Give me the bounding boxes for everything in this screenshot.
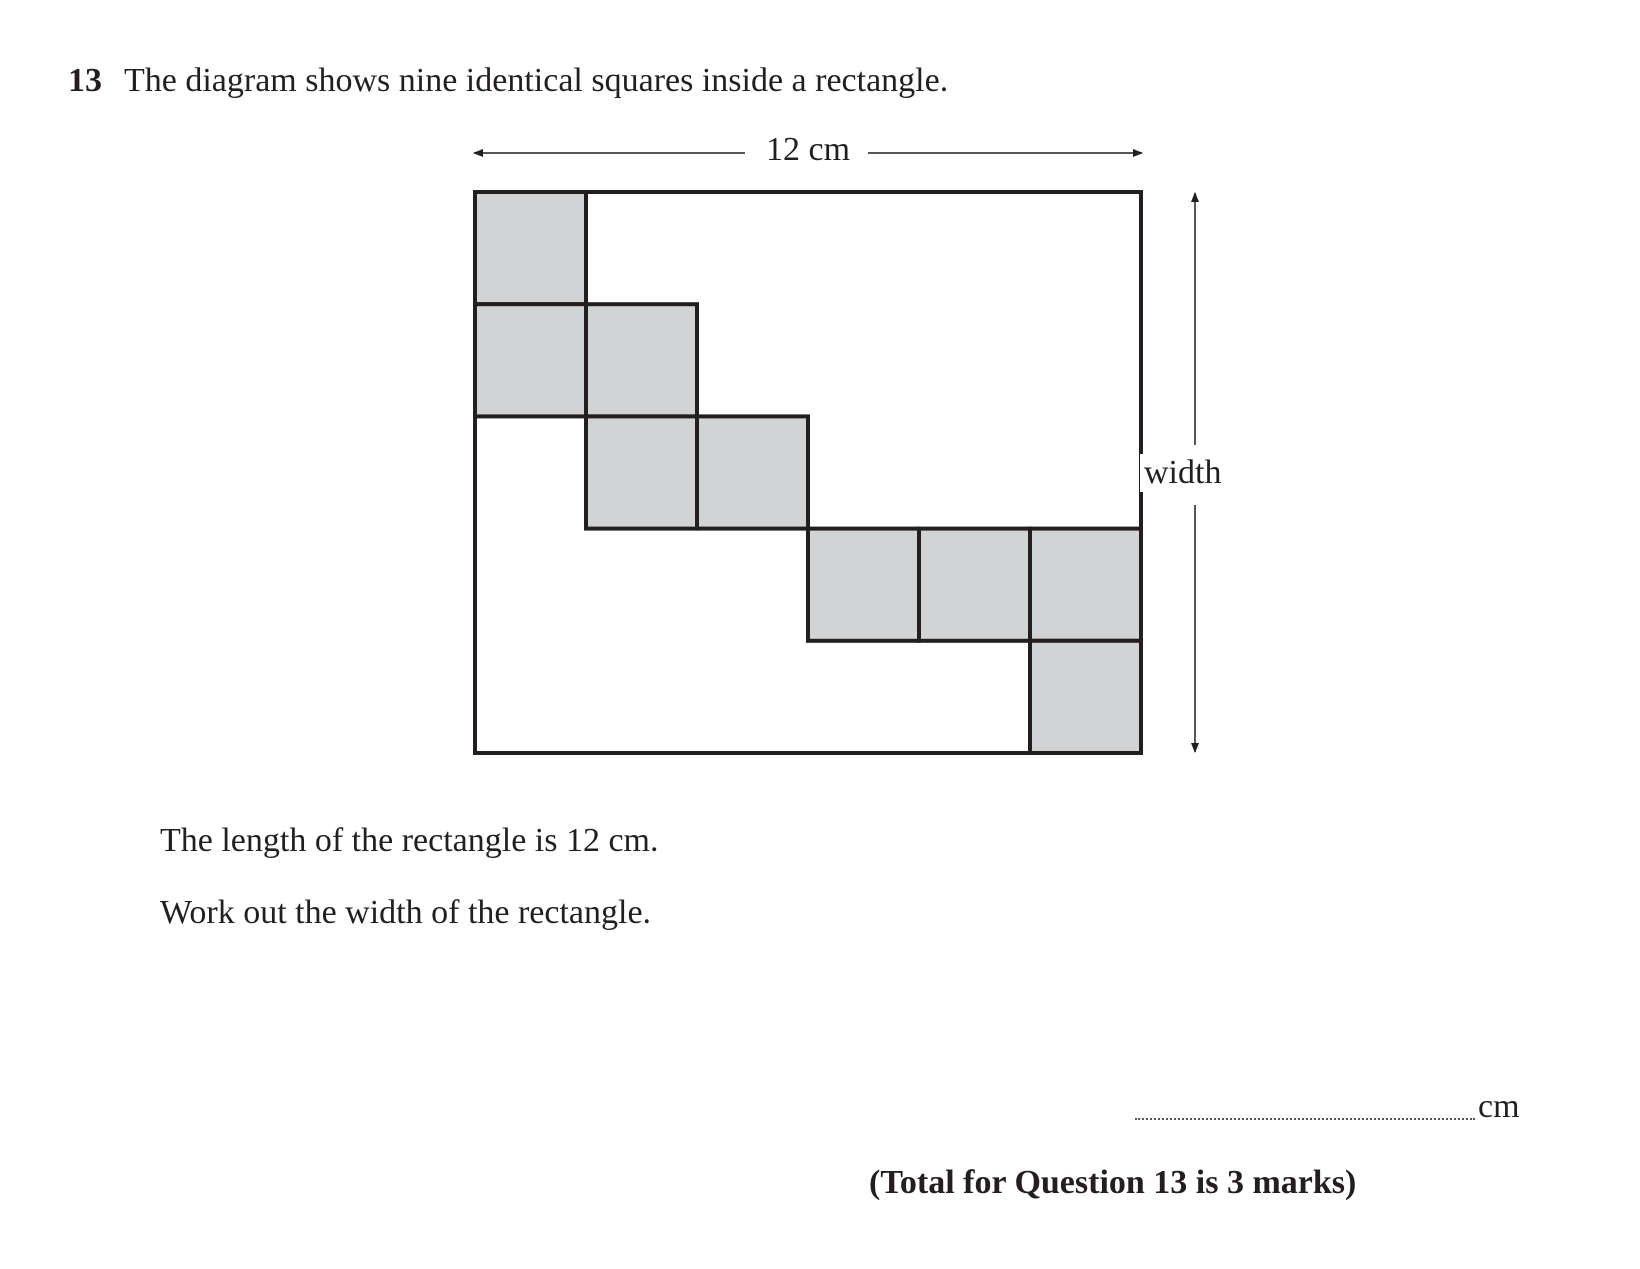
shaded-square [1030,529,1141,641]
shaded-square [586,416,697,528]
question-prompt: The diagram shows nine identical squares inside a rectangle. [124,62,949,99]
total-marks: (Total for Question 13 is 3 marks) [869,1164,1357,1201]
shaded-square [475,192,586,304]
shaded-squares [475,192,1141,753]
answer-input[interactable] [1135,1094,1475,1120]
statement-text: The length of the rectangle is 12 cm. [160,822,659,859]
shaded-square [1030,641,1141,753]
length-label: 12 cm [752,131,864,169]
shaded-square [475,304,586,416]
shaded-square [919,529,1030,641]
shaded-square [586,304,697,416]
task-text: Work out the width of the rectangle. [160,894,652,931]
answer-unit: cm [1478,1088,1520,1125]
question-number: 13 [68,62,102,99]
shaded-square [697,416,808,528]
width-label: width [1140,454,1225,492]
shaded-square [808,529,919,641]
